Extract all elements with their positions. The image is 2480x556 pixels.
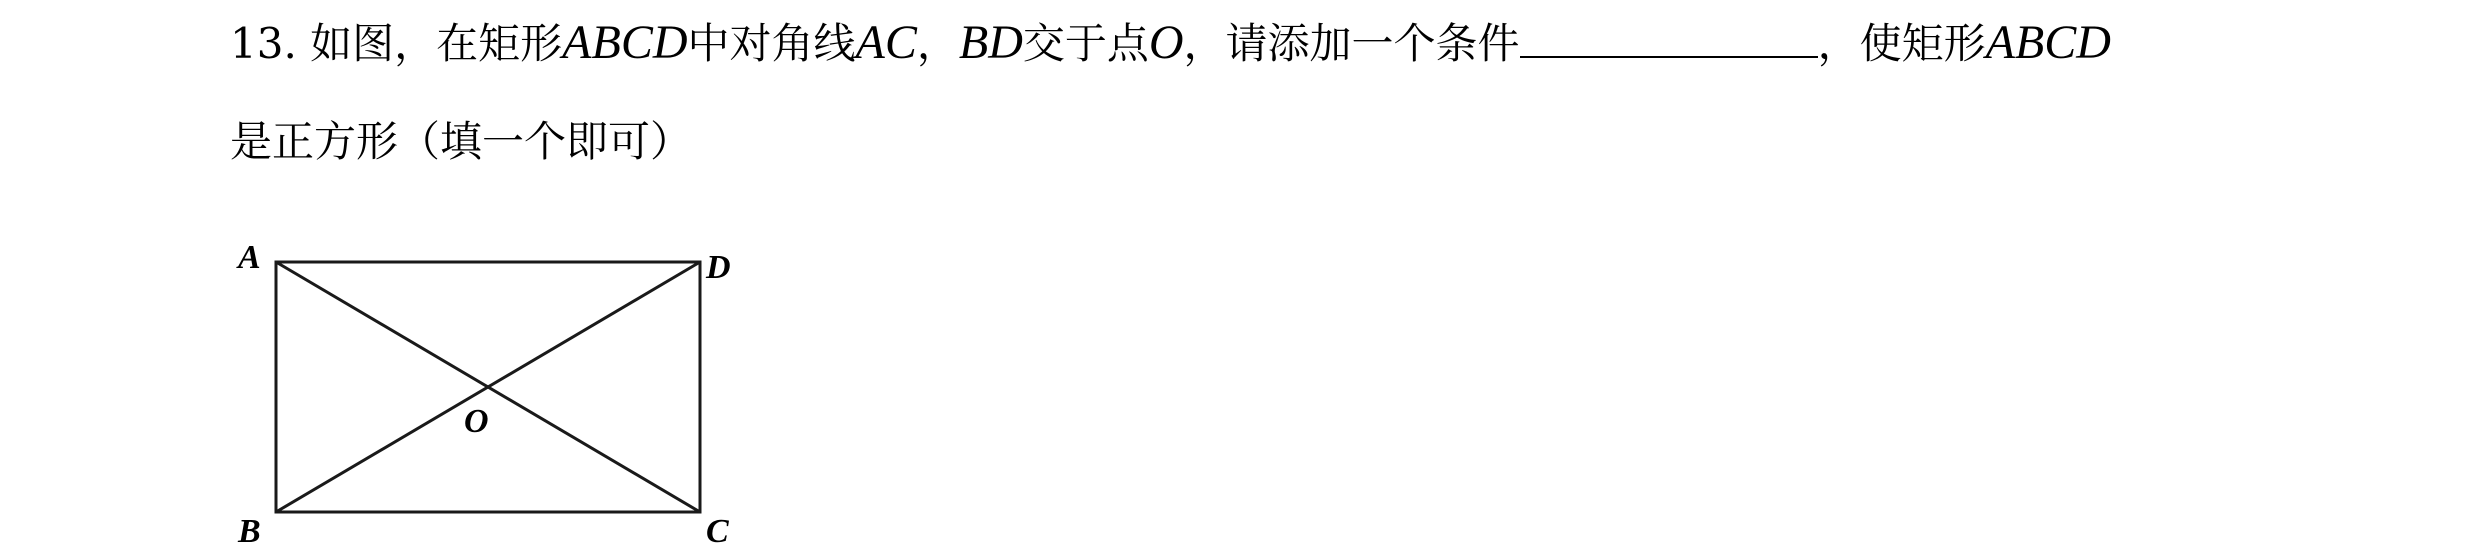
rect-name: ABCD	[562, 16, 688, 69]
rectangle-figure	[228, 230, 788, 554]
label-o: O	[464, 403, 489, 440]
label-a: A	[238, 239, 261, 276]
point-o: O	[1148, 16, 1184, 69]
question-text-1: 如图，在矩形	[310, 19, 563, 68]
rect-name-2: ABCD	[1985, 16, 2111, 69]
rectangle-diagram	[228, 230, 788, 550]
question-number: 13.	[230, 19, 297, 68]
question-text-4: ，请添加一个条件	[1183, 19, 1520, 68]
question-text-5: ，使矩形	[1817, 19, 1986, 68]
question-text-3: 交于点	[1022, 19, 1149, 68]
answer-blank[interactable]	[1520, 12, 1818, 58]
diagonal-bd: BD	[958, 16, 1023, 69]
separator-comma: ，	[916, 19, 959, 68]
question-text-2: 中对角线	[687, 19, 856, 68]
diagonal-ac: AC	[855, 16, 917, 69]
question-line-2	[230, 112, 692, 172]
label-c: C	[706, 513, 729, 550]
question-line-2-text: 是正方形（填一个即可）	[230, 117, 693, 166]
question-line-1	[230, 12, 2111, 74]
label-b: B	[238, 513, 261, 550]
label-d: D	[706, 249, 731, 286]
